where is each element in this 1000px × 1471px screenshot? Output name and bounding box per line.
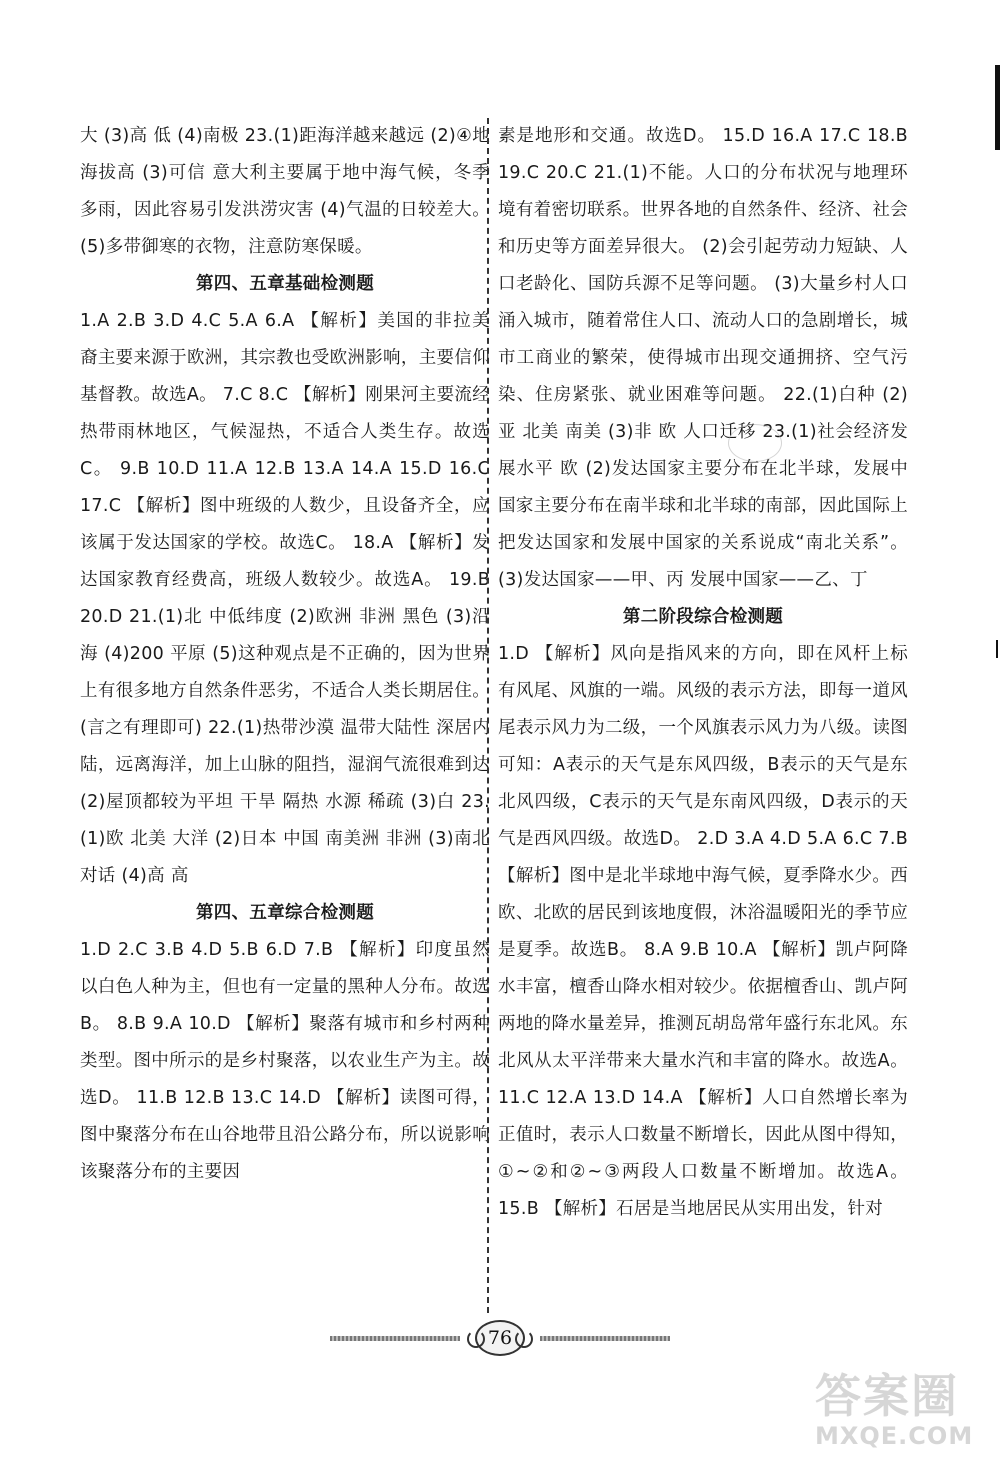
- column-divider: [487, 118, 489, 1313]
- ornament-icon: [467, 1330, 485, 1348]
- page-number: 76: [475, 1320, 525, 1356]
- right-paragraph-2: 1.D 【解析】风向是指风来的方向，即在风杆上标有风尾、风旗的一端。风级的表示方法，即每一道风尾表示风力为二级，一个风旗表示风力为八级。读图可知：A表示的天气是东风四级，B表示的天气是东北风四级，C表示的天气是东南风四级，D表示的天气是西风四级。故选D。 2.D 3.A 4.D 5.A 6.C 7.B 【解析】图中是北半球地中海气候，夏季降水少。西欧、北欧的居民到该地度假，沐浴温暖阳光的季节应是夏季。故选B。 8.A 9.B 10.A 【解析】凯卢阿降水丰富，檀香山降水相对较少。依据檀香山、凯卢阿两地的降水量差异，推测瓦胡岛常年盛行东北风。东北风从太平洋带来大量水汽和丰富的降水。故选A。 11.C 12.A 13.D 14.A 【解析】人口自然增长率为正值时，表示人口数量不断增长，因此从图中得知，①~②和②~③两段人口数量不断增加。故选A。 15.B 【解析】石居是当地居民从实用出发，针对: [498, 644, 908, 1219]
- section-title-basic-test: 第四、五章基础检测题: [196, 274, 374, 294]
- watermark-url: MXQE.COM: [815, 1422, 974, 1450]
- right-paragraph-1: 素是地形和交通。故选D。 15.D 16.A 17.C 18.B 19.C 20.C 21.(1)不能。人口的分布状况与地理环境有着密切联系。世界各地的自然条件、经济、社会和历史等方面差异很大。 (2)会引起劳动力短缺、人口老龄化、国防兵源不足等问题。 (3)大量乡村人口涌入城市，随着常住人口、流动人口的急剧增长，城市工商业的繁荣，使得城市出现交通拥挤、空气污染、住房紧张、就业困难等问题。 22.(1)白种 (2)亚 北美 南美 (3)非 欧 人口迁移 23.(1)社会经济发展水平 欧 (2)发达国家主要分布在北半球，发展中国家主要分布在南半球和北半球的南部，因此国际上把发达国家和发展中国家的关系说成“南北关系”。 (3)发达国家——甲、丙 发展中国家——乙、丁: [498, 126, 908, 590]
- page-footer: [330, 1318, 670, 1358]
- scan-edge-tick: [996, 640, 998, 658]
- right-column: [498, 118, 908, 1228]
- ornament-icon: [515, 1330, 533, 1348]
- watermark-logo: 答案圈: [815, 1369, 959, 1423]
- watermark: [815, 1370, 995, 1465]
- left-paragraph-3: 1.D 2.C 3.B 4.D 5.B 6.D 7.B 【解析】印度虽然以白色人种为主，但也有一定量的黑种人分布。故选B。 8.B 9.A 10.D 【解析】聚落有城市和乡村两种类型。图中所示的是乡村聚落，以农业生产为主。故选D。 11.B 12.B 13.C 14.D 【解析】读图可得，图中聚落分布在山谷地带且沿公路分布，所以说影响该聚落分布的主要因: [80, 940, 490, 1182]
- left-column: [80, 118, 490, 1191]
- section-title-comprehensive-test: 第四、五章综合检测题: [196, 903, 374, 923]
- footer-rule-left: [330, 1336, 460, 1341]
- section-title-stage-two: 第二阶段综合检测题: [622, 607, 784, 627]
- scan-edge-mark: [995, 65, 1000, 150]
- page-number-badge: [465, 1318, 535, 1358]
- left-paragraph-1: 大 (3)高 低 (4)南极 23.(1)距海洋越来越远 (2)④地海拔高 (3)可信 意大利主要属于地中海气候，冬季多雨，因此容易引发洪涝灾害 (4)气温的日较差大。 (5)多带御寒的衣物，注意防寒保暖。: [80, 126, 490, 257]
- left-paragraph-2: 1.A 2.B 3.D 4.C 5.A 6.A 【解析】美国的非拉美裔主要来源于欧洲，其宗教也受欧洲影响，主要信仰基督教。故选A。 7.C 8.C 【解析】刚果河主要流经热带雨林地区，气候湿热，不适合人类生存。故选C。 9.B 10.D 11.A 12.B 13.A 14.A 15.D 16.C 17.C 【解析】图中班级的人数少，且设备齐全，应该属于发达国家的学校。故选C。 18.A 【解析】发达国家教育经费高，班级人数较少。故选A。 19.B 20.D 21.(1)北 中低纬度 (2)欧洲 非洲 黑色 (3)沿海 (4)200 平原 (5)这种观点是不正确的，因为世界上有很多地方自然条件恶劣，不适合人类长期居住。(言之有理即可) 22.(1)热带沙漠 温带大陆性 深居内陆，远离海洋，加上山脉的阻挡，湿润气流很难到达 (2)屋顶都较为平坦 干旱 隔热 水源 稀疏 (3)白 23.(1)欧 北美 大洋 (2)日本 中国 南美洲 非洲 (3)南北对话 (4)高 高: [80, 311, 490, 886]
- footer-rule-right: [540, 1336, 670, 1341]
- faint-stamp-mark: [728, 424, 782, 462]
